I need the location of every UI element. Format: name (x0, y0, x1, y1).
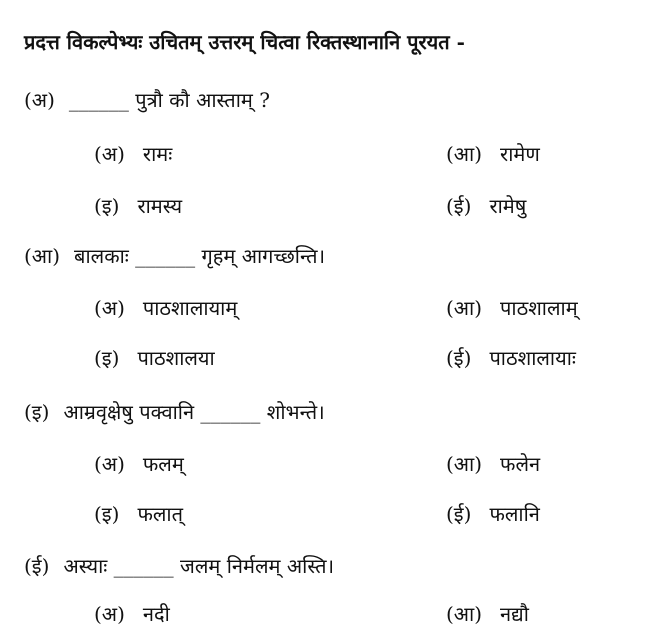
option-text: रामस्य (137, 194, 183, 218)
option-2c (94, 344, 215, 371)
option-number: (आ) (446, 142, 483, 166)
option-text: रामेषु (489, 194, 527, 218)
question-number: (आ) (24, 244, 61, 268)
option-text: फलात् (137, 502, 183, 526)
option-2d (446, 344, 576, 371)
question-text: ______ पुत्रौ कौ आस्ताम् ? (68, 88, 270, 112)
option-text: पाठशालायाम् (142, 296, 238, 320)
option-1b (446, 140, 540, 167)
question-text: अस्याः ______ जलम् निर्मलम् अस्ति। (63, 554, 335, 578)
option-number: (आ) (446, 602, 483, 626)
option-3b (446, 450, 540, 477)
option-number: (ई) (446, 194, 472, 218)
option-1d (446, 192, 526, 219)
option-text: पाठशालायाः (489, 346, 576, 370)
option-number: (इ) (94, 194, 120, 218)
question-number: (इ) (24, 400, 50, 424)
option-number: (अ) (94, 452, 125, 476)
option-text: फलम् (142, 452, 184, 476)
option-number: (इ) (94, 346, 120, 370)
question-number: (ई) (24, 554, 50, 578)
option-text: रामेण (500, 142, 540, 166)
question-text: बालकाः ______ गृहम् आगच्छन्ति। (74, 244, 326, 268)
instruction-heading: प्रदत्त विकल्पेभ्यः उचितम् उत्तरम् चित्वा रिक्तस्थानानि पूरयत - (24, 30, 465, 54)
option-number: (अ) (94, 142, 125, 166)
question-4 (24, 552, 334, 579)
option-3c (94, 500, 183, 527)
option-2a (94, 294, 237, 321)
option-1c (94, 192, 182, 219)
option-text: फलेन (500, 452, 541, 476)
option-2b (446, 294, 578, 321)
question-1 (24, 86, 270, 113)
option-text: रामः (142, 142, 173, 166)
option-3d (446, 500, 540, 527)
option-text: नद्यौ (500, 602, 529, 626)
option-4b (446, 600, 529, 627)
option-number: (अ) (94, 602, 125, 626)
option-4a (94, 600, 170, 627)
option-number: (आ) (446, 452, 483, 476)
option-text: नदी (142, 602, 170, 626)
option-number: (इ) (94, 502, 120, 526)
question-3 (24, 398, 325, 425)
option-1a (94, 140, 172, 167)
question-text: आम्रवृक्षेषु पक्वानि ______ शोभन्ते। (63, 400, 325, 424)
question-number: (अ) (24, 88, 55, 112)
option-text: पाठशालाम् (500, 296, 578, 320)
option-3a (94, 450, 184, 477)
option-number: (ई) (446, 346, 472, 370)
option-number: (अ) (94, 296, 125, 320)
option-number: (आ) (446, 296, 483, 320)
option-text: पाठशालया (137, 346, 215, 370)
question-2 (24, 242, 325, 269)
option-text: फलानि (489, 502, 540, 526)
option-number: (ई) (446, 502, 472, 526)
